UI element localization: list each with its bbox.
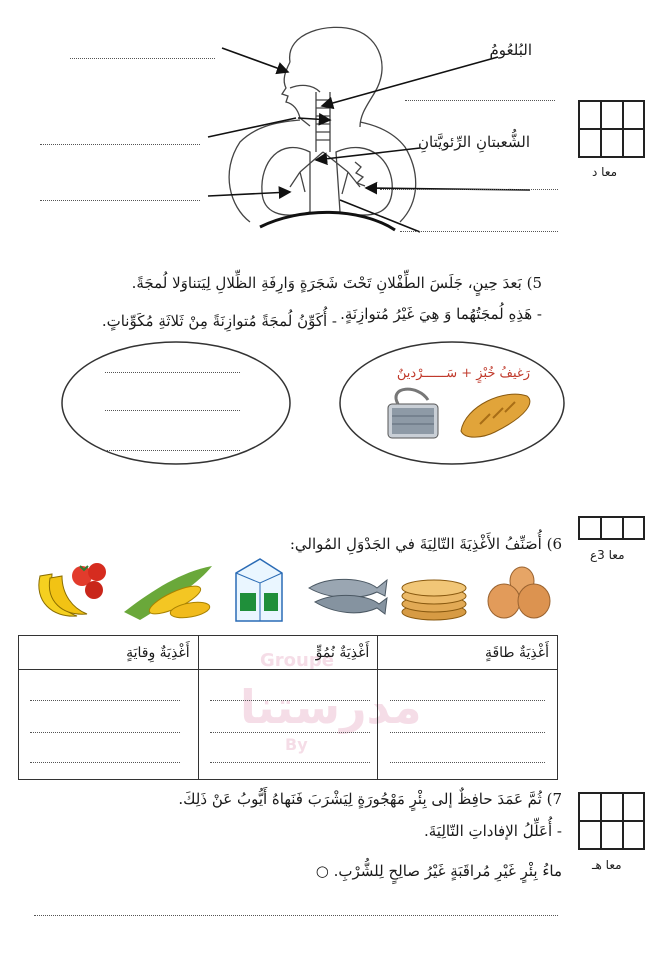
table-cell-energy[interactable] — [378, 670, 558, 780]
label-pharynx: البُلعُومُ — [489, 41, 532, 59]
table-line-1[interactable] — [30, 700, 180, 701]
table-header-growth: أَغْذِيَةٌ نُمُوٍّ — [198, 636, 378, 670]
criterion-label-3: معا هـ — [592, 858, 622, 872]
score-grid-3 — [578, 792, 645, 850]
answer-line-5[interactable] — [380, 189, 558, 190]
table-header-energy: أَغْذِيَةٌ طاقَةٍ — [378, 636, 558, 670]
ellipse-line-3[interactable] — [105, 450, 240, 451]
question-7: 7) ثُمَّ عَمَدَ حافِظٌ إلى بِئْرٍ مَهْجُورَةٍ لِيَشْرَبَ فَنَهاهُ أَيُّوبُ عَنْ ذَلِكَ. — [178, 790, 562, 808]
q7-line-b-text: ماءُ بِئْرٍ غَيْرِ مُراقَبَةٍ غَيْرُ صالِحٍ لِلشُّرْبِ. — [333, 862, 562, 880]
corn-image — [120, 562, 220, 622]
table-line-6[interactable] — [210, 762, 370, 763]
score-grid-1 — [578, 100, 645, 158]
question-5: 5) بَعدَ حِينٍ، جَلَسَ الطِّفْلانِ تَحْتَ شَجَرَةٍ وَارِفَةِ الظِّلالِ لِيَتناوَلا لُمجَةً. — [131, 274, 542, 292]
table-header-protection: أَغْذِيَةٌ وِقايَةٍ — [19, 636, 199, 670]
bullet-circle-icon: ○ — [315, 862, 329, 880]
table-line-9[interactable] — [390, 762, 545, 763]
answer-ellipse — [58, 338, 294, 468]
table-line-4[interactable] — [210, 700, 370, 701]
table-line-2[interactable] — [30, 732, 180, 733]
bread-image — [455, 386, 535, 441]
table-cell-growth[interactable] — [198, 670, 378, 780]
label-bronchi: الشُّعبتانِ الرِّئويَّتانِ — [418, 133, 530, 151]
question-6: 6) أُصَنِّفُ الأَغْذِيَةَ التّالِيَةَ في الجَدْوَلِ المُوالي: — [289, 535, 562, 553]
fish-image — [305, 570, 390, 620]
sardine-can-image — [378, 386, 448, 446]
watermark-line1: Groupe — [260, 650, 334, 671]
watermark-line2: By — [285, 735, 308, 754]
fruits-image — [32, 556, 112, 621]
table-cell-protection[interactable] — [19, 670, 199, 780]
lunch-caption: رَغيفُ خُبْزٍ + سَــــــرْدينٌ — [396, 366, 530, 381]
milk-carton-image — [230, 553, 288, 625]
criterion-label-2: معا 3ع — [590, 548, 625, 562]
table-line-5[interactable] — [210, 732, 370, 733]
answer-line-3[interactable] — [40, 144, 200, 145]
ellipse-line-1[interactable] — [105, 372, 240, 373]
table-line-8[interactable] — [390, 732, 545, 733]
q5-line-a: - هَذِهِ لُمجَتُهُما وَ هِيَ غَيْرُ مُتوازِنَةٍ. — [340, 305, 542, 323]
answer-line-2[interactable] — [405, 100, 555, 101]
q5-line-b: - أُكَوِّنُ لُمجَةً مُتوازِنَةً مِنْ ثَلاثَةِ مُكَوِّناتٍ. — [101, 312, 337, 330]
answer-line-1[interactable] — [70, 58, 215, 59]
q7-line-b — [316, 862, 562, 880]
answer-line-6[interactable] — [400, 231, 558, 232]
q7-line-a: - أُعَلِّلُ الإفاداتِ التّالِيَةَ. — [424, 822, 562, 840]
table-line-7[interactable] — [390, 700, 545, 701]
eggs-image — [482, 565, 557, 620]
flatbread-stack-image — [398, 572, 470, 622]
food-classification-table — [18, 635, 558, 780]
criterion-label-1: معا د — [592, 165, 618, 179]
q7-answer-line[interactable] — [34, 915, 558, 916]
table-line-3[interactable] — [30, 762, 180, 763]
score-grid-2 — [578, 516, 645, 540]
answer-line-4[interactable] — [40, 200, 200, 201]
ellipse-line-2[interactable] — [105, 410, 240, 411]
diagram-pointer-lines — [0, 0, 662, 260]
watermark-brand: مدرستنا — [240, 680, 422, 734]
